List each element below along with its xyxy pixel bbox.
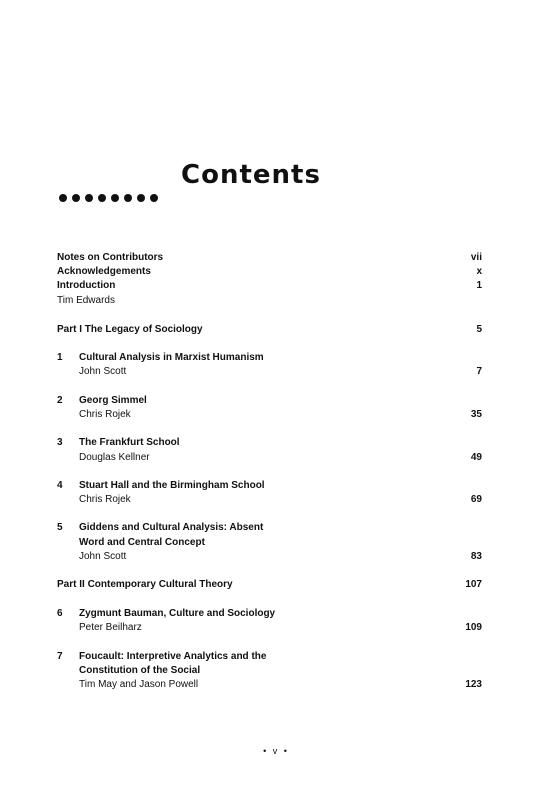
toc-chapter-5-title-cont[interactable] [57,536,482,550]
author-name: Chris Rojek [79,494,131,505]
toc-entry-contributors[interactable] [57,251,482,265]
author-name: Peter Beilharz [79,622,142,633]
author-name: Chris Rojek [79,409,131,420]
author-name: Tim May and Jason Powell [79,679,199,690]
dot-icon [72,194,80,202]
chapter-number: 3 [57,437,63,448]
toc-chapter-4[interactable] [57,479,482,493]
chapter-title: Stuart Hall and the Birmingham School [79,480,265,491]
page-number: 123 [465,679,482,690]
chapter-title: Giddens and Cultural Analysis: Absent [79,522,264,533]
dot-icon [85,194,93,202]
author-name: Tim Edwards [57,295,115,306]
toc-entry-label: Introduction [57,280,116,291]
page-number: 83 [470,551,482,562]
page-number: 1 [476,280,482,291]
toc-chapter-5-author [57,550,482,564]
dot-icon [124,194,132,202]
toc-chapter-3[interactable] [57,436,482,450]
chapter-title: The Frankfurt School [79,437,180,448]
chapter-title: Georg Simmel [79,395,147,406]
toc-chapter-2-author [57,408,482,422]
dot-icon [150,194,158,202]
toc-chapter-1-author [57,365,482,379]
page-title: Contents [181,160,321,190]
chapter-number: 2 [57,395,63,406]
toc-chapter-2[interactable] [57,394,482,408]
toc-chapter-7-title-cont[interactable] [57,664,482,678]
chapter-number: 7 [57,651,63,662]
chapter-title: Constitution of the Social [79,665,201,676]
part-title: Part II Contemporary Cultural Theory [57,579,233,590]
toc-entry-label: Acknowledgements [57,266,151,277]
toc-chapter-6[interactable] [57,607,482,621]
page-number: 49 [470,452,482,463]
toc-entry-acknowledgements[interactable] [57,265,482,279]
dot-icon [59,194,67,202]
chapter-title: Foucault: Interpretive Analytics and the [79,651,267,662]
toc-entry-introduction[interactable] [57,279,482,293]
page-number: 109 [465,622,482,633]
dot-icon [98,194,106,202]
chapter-number: 6 [57,608,63,619]
author-name: Douglas Kellner [79,452,150,463]
toc-chapter-1[interactable] [57,351,482,365]
toc-chapter-5[interactable] [57,521,482,535]
page-number: vii [470,252,482,263]
toc-part-1[interactable] [57,323,482,337]
chapter-number: 5 [57,522,63,533]
toc-chapter-7-author [57,678,482,692]
page-number: 7 [476,366,482,377]
toc-entry-label: Notes on Contributors [57,252,164,263]
toc-chapter-3-author [57,451,482,465]
dot-icon [137,194,145,202]
chapter-number: 1 [57,352,63,363]
toc-chapter-4-author [57,493,482,507]
chapter-title: Word and Central Concept [79,537,205,548]
page-number: 107 [465,579,482,590]
chapter-title: Cultural Analysis in Marxist Humanism [79,352,264,363]
page-number: x [476,266,482,277]
toc-entry-author [57,294,482,308]
page-number: 5 [476,324,482,335]
toc-chapter-6-author [57,621,482,635]
author-name: John Scott [79,366,127,377]
chapter-title: Zygmunt Bauman, Culture and Sociology [79,608,276,619]
author-name: John Scott [79,551,127,562]
toc-part-2[interactable] [57,578,482,592]
page-number: 69 [470,494,482,505]
chapter-number: 4 [57,480,63,491]
page-footer-number: • v • [263,746,289,756]
toc-chapter-7[interactable] [57,650,482,664]
page-number: 35 [470,409,482,420]
part-title: Part I The Legacy of Sociology [57,324,203,335]
dot-icon [111,194,119,202]
